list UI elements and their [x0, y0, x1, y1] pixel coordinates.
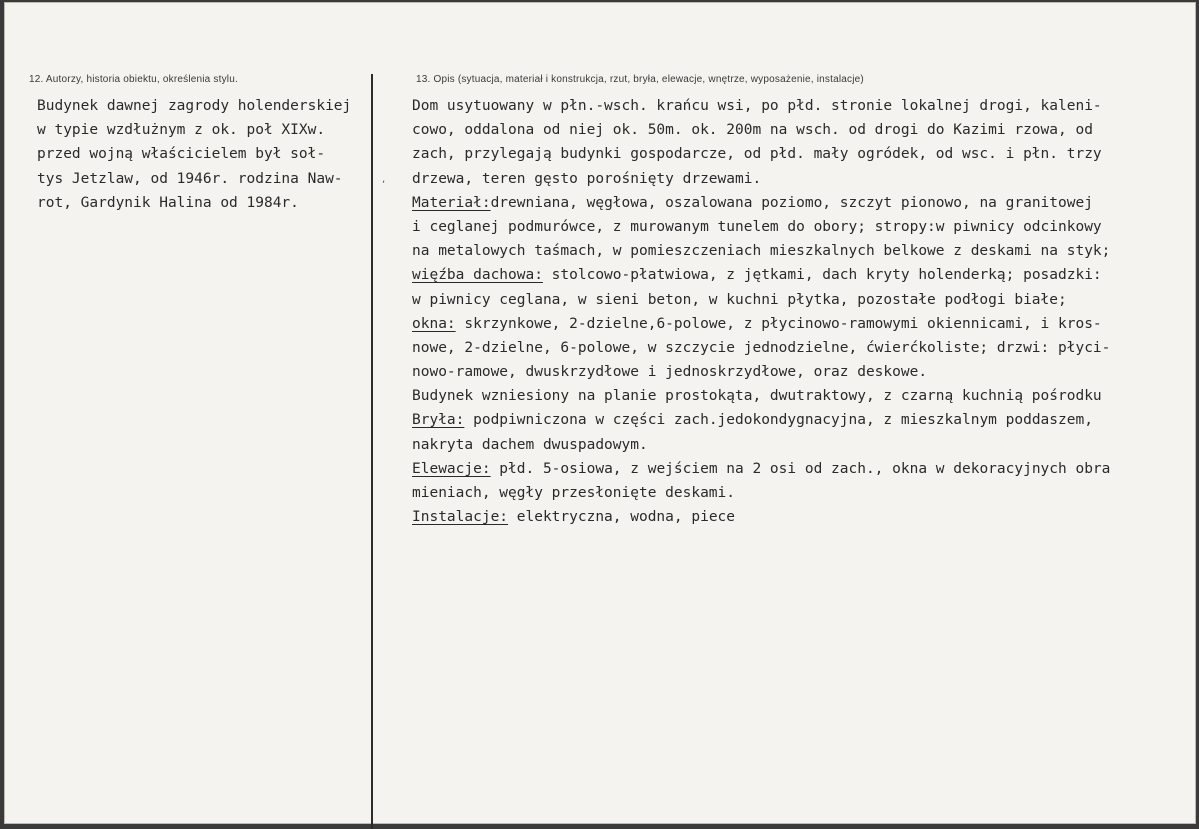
section-12-body: [37, 94, 351, 215]
text-line: [412, 433, 1110, 457]
text-line: [412, 408, 1110, 432]
text-line: [412, 481, 1110, 505]
field-text: zach, przylegają budynki gospodarcze, od płd. mały ogródek, od wsc. i płn. trzy: [412, 146, 1102, 163]
text-line: [412, 239, 1110, 263]
text-line: [412, 312, 1110, 336]
field-label: Elewacje:: [412, 460, 491, 477]
field-text: nowe, 2-dzielne, 6-polowe, w szczycie jednodzielne, ćwierćkoliste; drzwi: płyci-: [412, 339, 1111, 356]
field-text: stolcowo-płatwiowa, z jętkami, dach kryty holenderką; posadzki:: [542, 267, 1102, 284]
field-text: podpiwniczona w części zach.jedokondygnacyjna, z mieszkalnym poddaszem,: [464, 412, 1093, 429]
field-label: okna:: [412, 315, 456, 332]
text-line: [412, 215, 1110, 239]
text-line: [412, 167, 1110, 191]
field-text: nowo-ramowe, dwuskrzydłowe i jednoskrzydłowe, oraz deskowe.: [412, 364, 928, 381]
text-line: [412, 118, 1110, 142]
text-line: [412, 142, 1110, 166]
section-12-header: 12. Autorzy, historia obiektu, określenia stylu.: [29, 74, 238, 85]
text-line: [412, 288, 1110, 312]
field-text: skrzynkowe, 2-dzielne,6-polowe, z płycinowo-ramowymi okiennicami, i kros-: [455, 315, 1102, 332]
section-13-body: [412, 94, 1110, 529]
text-line: [412, 191, 1110, 215]
text-line: rot, Gardynik Halina od 1984r.: [37, 194, 299, 211]
margin-mark: ,: [382, 174, 386, 185]
field-text: drzewa, teren gęsto porośnięty drzewami.: [412, 170, 762, 187]
text-line: [412, 384, 1110, 408]
field-text: nakryta dachem dwuspadowym.: [412, 436, 648, 453]
field-text: i ceglanej podmurówce, z murowanym tunelem do obory; stropy:w piwnicy odcinkowy: [412, 218, 1102, 235]
field-text: Budynek wzniesiony na planie prostokąta, dwutraktowy, z czarną kuchnią pośrodku: [412, 388, 1102, 405]
field-text: cowo, oddalona od niej ok. 50m. ok. 200m na wsch. od drogi do Kazimi rzowa, od: [412, 122, 1093, 139]
column-divider: [371, 74, 373, 829]
text-line: [412, 263, 1110, 287]
text-line: Budynek dawnej zagrody holenderskiej: [37, 98, 352, 114]
field-text: mieniach, węgły przesłonięte deskami.: [412, 485, 736, 501]
text-line: w typie wzdłużnym z ok. poł XIXw.: [37, 122, 326, 139]
field-label: więźba dachowa:: [412, 267, 543, 284]
text-line: [412, 505, 1110, 529]
field-text: drewniana, węgłowa, oszalowana poziomo, szczyt pionowo, na granitowej: [490, 194, 1093, 211]
section-13-header: 13. Opis (sytuacja, materiał i konstrukcja, rzut, bryła, elewacje, wnętrze, wyposażenie, instalacje): [416, 74, 864, 85]
text-line: tys Jetzlaw, od 1946r. rodzina Naw-: [37, 170, 343, 187]
text-line: [412, 457, 1110, 481]
field-text: Dom usytuowany w płn.-wsch. krańcu wsi, po płd. stronie lokalnej drogi, kaleni-: [412, 98, 1102, 114]
text-line: [412, 94, 1110, 118]
text-line: przed wojną właścicielem był soł-: [37, 146, 326, 163]
text-line: [412, 336, 1110, 360]
field-text: w piwnicy ceglana, w sieni beton, w kuchni płytka, pozostałe podłogi białe;: [412, 291, 1067, 308]
record-card: [4, 2, 1196, 824]
text-line: [412, 360, 1110, 384]
field-text: elektryczna, wodna, piece: [508, 509, 736, 526]
field-label: Materiał:: [412, 194, 491, 211]
field-label: Instalacje:: [412, 509, 509, 526]
field-text: płd. 5-osiowa, z wejściem na 2 osi od zach., okna w dekoracyjnych obra: [490, 460, 1111, 477]
field-text: na metalowych taśmach, w pomieszczeniach mieszkalnych belkowe z deskami na styk;: [412, 243, 1111, 260]
field-label: Bryła:: [412, 412, 465, 429]
